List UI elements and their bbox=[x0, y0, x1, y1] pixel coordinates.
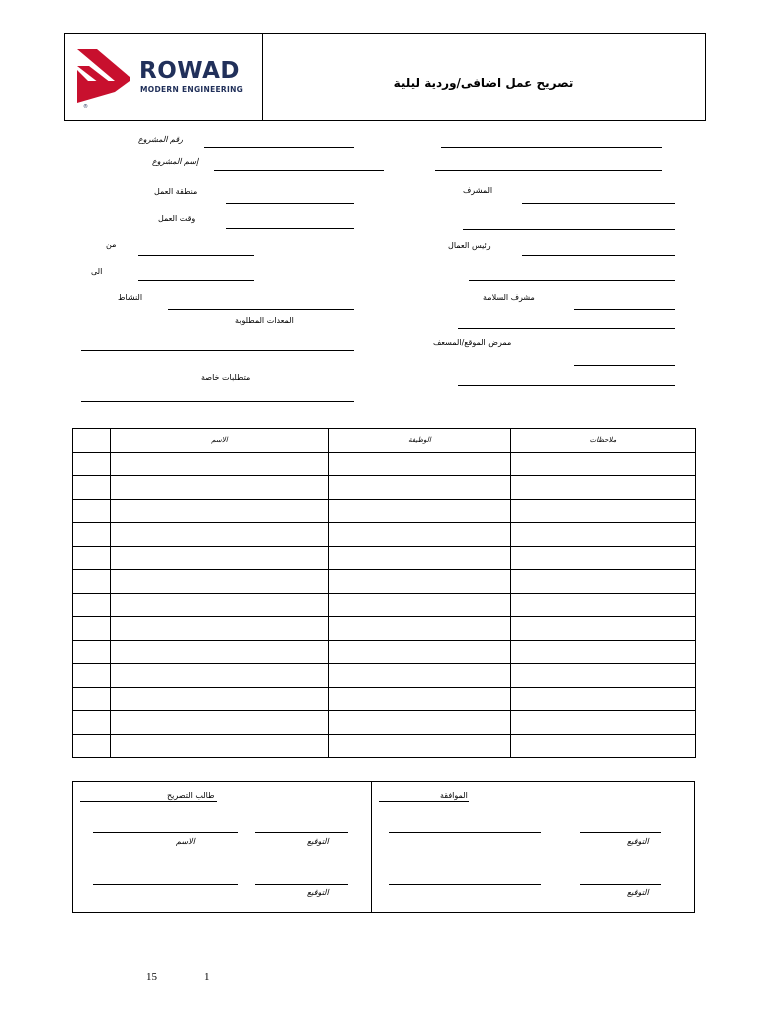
cell-name[interactable] bbox=[111, 499, 329, 523]
approval-title: الموافقة bbox=[440, 791, 468, 800]
signature-section bbox=[72, 781, 695, 913]
approval-signature-line[interactable] bbox=[580, 832, 661, 833]
cell-index[interactable] bbox=[73, 640, 111, 664]
table-row bbox=[73, 617, 696, 641]
cell-job[interactable] bbox=[329, 664, 511, 688]
column-header-name: الاسم bbox=[111, 429, 329, 453]
cell-job[interactable] bbox=[329, 617, 511, 641]
cell-notes[interactable] bbox=[511, 570, 696, 594]
label-work-time: وقت العمل bbox=[158, 214, 196, 223]
cell-notes[interactable] bbox=[511, 499, 696, 523]
cell-name[interactable] bbox=[111, 664, 329, 688]
field-safety-supervisor-2[interactable] bbox=[458, 328, 675, 329]
cell-index[interactable] bbox=[73, 593, 111, 617]
field-project-number[interactable] bbox=[204, 147, 354, 148]
cell-name[interactable] bbox=[111, 546, 329, 570]
field-project-name[interactable] bbox=[214, 170, 384, 171]
table-row bbox=[73, 734, 696, 758]
column-header-job: الوظيفة bbox=[329, 429, 511, 453]
table-row bbox=[73, 452, 696, 476]
field-project-number-right[interactable] bbox=[441, 147, 662, 148]
signature-divider bbox=[371, 782, 372, 912]
label-required-equipment: المعدات المطلوبة bbox=[235, 316, 294, 325]
field-foreman[interactable] bbox=[522, 255, 675, 256]
cell-notes[interactable] bbox=[511, 664, 696, 688]
cell-index[interactable] bbox=[73, 734, 111, 758]
table-row bbox=[73, 499, 696, 523]
cell-name[interactable] bbox=[111, 687, 329, 711]
cell-job[interactable] bbox=[329, 593, 511, 617]
cell-index[interactable] bbox=[73, 452, 111, 476]
label-to: الى bbox=[91, 267, 103, 276]
cell-notes[interactable] bbox=[511, 476, 696, 500]
cell-index[interactable] bbox=[73, 687, 111, 711]
table-row bbox=[73, 593, 696, 617]
field-special-requirements[interactable] bbox=[81, 401, 354, 402]
cell-job[interactable] bbox=[329, 499, 511, 523]
approval-signature-label: التوقيع bbox=[627, 837, 649, 846]
brand-subtitle: MODERN ENGINEERING bbox=[140, 85, 244, 94]
field-required-equipment[interactable] bbox=[81, 350, 354, 351]
label-from: من bbox=[106, 240, 117, 249]
table-row bbox=[73, 546, 696, 570]
table-header-row bbox=[73, 429, 696, 453]
label-project-name: إسم المشروع bbox=[152, 157, 199, 166]
table-row bbox=[73, 687, 696, 711]
cell-notes[interactable] bbox=[511, 593, 696, 617]
requester-signature-line-2[interactable] bbox=[255, 884, 348, 885]
cell-job[interactable] bbox=[329, 476, 511, 500]
cell-name[interactable] bbox=[111, 593, 329, 617]
page-title: تصريح عمل اضافى/وردية ليلية bbox=[393, 76, 574, 90]
cell-notes[interactable] bbox=[511, 711, 696, 735]
workers-table bbox=[72, 428, 696, 758]
field-work-area[interactable] bbox=[226, 203, 354, 204]
cell-name[interactable] bbox=[111, 523, 329, 547]
cell-name[interactable] bbox=[111, 570, 329, 594]
label-site-paramedic: ممرض الموقع/المسعف bbox=[433, 338, 512, 347]
cell-job[interactable] bbox=[329, 546, 511, 570]
table-row bbox=[73, 711, 696, 735]
cell-job[interactable] bbox=[329, 640, 511, 664]
table-row bbox=[73, 640, 696, 664]
cell-index[interactable] bbox=[73, 617, 111, 641]
cell-notes[interactable] bbox=[511, 734, 696, 758]
cell-job[interactable] bbox=[329, 523, 511, 547]
svg-text:®: ® bbox=[83, 104, 88, 110]
cell-job[interactable] bbox=[329, 687, 511, 711]
field-site-paramedic[interactable] bbox=[574, 365, 675, 366]
requester-signature-label-2: التوقيع bbox=[307, 888, 329, 897]
cell-notes[interactable] bbox=[511, 640, 696, 664]
label-foreman: رئيس العمال bbox=[448, 241, 491, 250]
field-site-paramedic-2[interactable] bbox=[458, 385, 675, 386]
table-row bbox=[73, 476, 696, 500]
label-special-requirements: متطلبات خاصة bbox=[201, 373, 251, 382]
table-row bbox=[73, 523, 696, 547]
field-safety-supervisor[interactable] bbox=[574, 309, 675, 310]
field-supervisor[interactable] bbox=[522, 203, 675, 204]
rowad-logo-icon bbox=[75, 48, 135, 110]
brand-name: ROWAD bbox=[139, 58, 240, 84]
requester-name-line-2[interactable] bbox=[93, 884, 238, 885]
cell-name[interactable] bbox=[111, 711, 329, 735]
table-row bbox=[73, 570, 696, 594]
approval-signature-label-2: التوقيع bbox=[627, 888, 649, 897]
cell-job[interactable] bbox=[329, 711, 511, 735]
cell-job[interactable] bbox=[329, 734, 511, 758]
requester-signature-label: التوقيع bbox=[307, 837, 329, 846]
cell-job[interactable] bbox=[329, 452, 511, 476]
cell-name[interactable] bbox=[111, 452, 329, 476]
cell-index[interactable] bbox=[73, 499, 111, 523]
label-work-area: منطقة العمل bbox=[154, 187, 198, 196]
field-foreman-2[interactable] bbox=[469, 280, 675, 281]
cell-index[interactable] bbox=[73, 546, 111, 570]
field-from[interactable] bbox=[138, 255, 254, 256]
field-to[interactable] bbox=[138, 280, 254, 281]
cell-name[interactable] bbox=[111, 617, 329, 641]
field-activity[interactable] bbox=[168, 309, 354, 310]
footer-right-number: 1 bbox=[204, 971, 210, 983]
table-row bbox=[73, 664, 696, 688]
label-project-number: رقم المشروع bbox=[138, 135, 184, 144]
cell-index[interactable] bbox=[73, 711, 111, 735]
requester-title-underline bbox=[80, 801, 217, 802]
cell-index[interactable] bbox=[73, 570, 111, 594]
field-project-name-right[interactable] bbox=[435, 170, 662, 171]
cell-name[interactable] bbox=[111, 734, 329, 758]
cell-notes[interactable] bbox=[511, 452, 696, 476]
cell-index[interactable] bbox=[73, 476, 111, 500]
cell-notes[interactable] bbox=[511, 546, 696, 570]
requester-signature-line[interactable] bbox=[255, 832, 348, 833]
approval-title-underline bbox=[379, 801, 469, 802]
requester-name-line[interactable] bbox=[93, 832, 238, 833]
cell-job[interactable] bbox=[329, 570, 511, 594]
form-header bbox=[64, 33, 706, 121]
approval-name-line[interactable] bbox=[389, 832, 541, 833]
label-activity: النشاط bbox=[118, 293, 143, 302]
cell-notes[interactable] bbox=[511, 523, 696, 547]
requester-title: طالب التصريح bbox=[167, 791, 215, 800]
field-supervisor-2[interactable] bbox=[463, 229, 675, 230]
cell-notes[interactable] bbox=[511, 687, 696, 711]
approval-name-line-2[interactable] bbox=[389, 884, 541, 885]
cell-index[interactable] bbox=[73, 523, 111, 547]
column-header-index bbox=[73, 429, 111, 453]
field-work-time[interactable] bbox=[226, 228, 354, 229]
cell-name[interactable] bbox=[111, 476, 329, 500]
label-supervisor: المشرف bbox=[463, 186, 493, 195]
label-safety-supervisor: مشرف السلامة bbox=[483, 293, 535, 302]
requester-name-label: الاسم bbox=[176, 837, 195, 846]
footer-left-number: 15 bbox=[146, 971, 157, 983]
approval-signature-line-2[interactable] bbox=[580, 884, 661, 885]
cell-index[interactable] bbox=[73, 664, 111, 688]
cell-notes[interactable] bbox=[511, 617, 696, 641]
cell-name[interactable] bbox=[111, 640, 329, 664]
column-header-notes: ملاحظات bbox=[511, 429, 696, 453]
